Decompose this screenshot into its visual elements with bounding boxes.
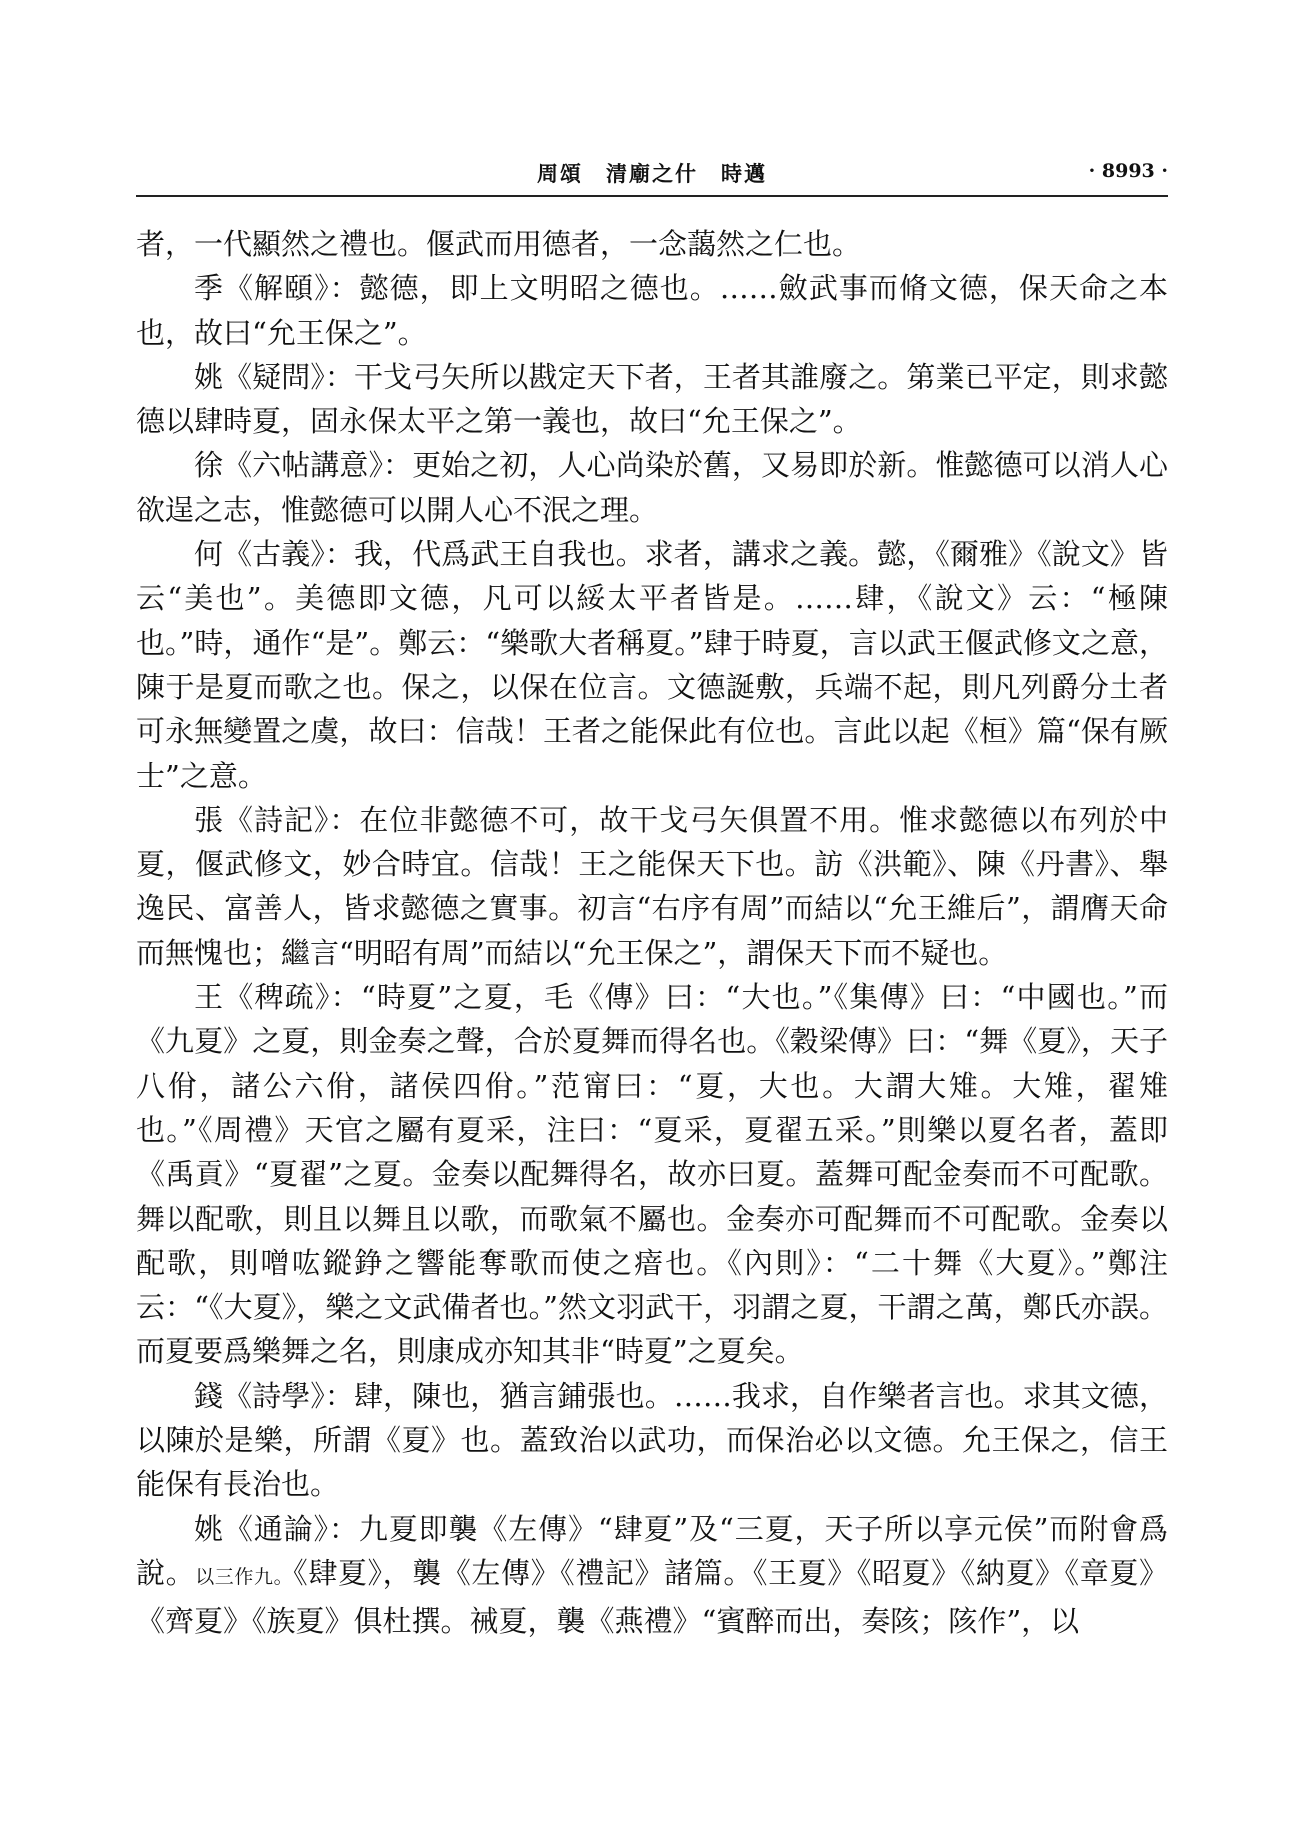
paragraph: 何《古義》：我，代爲武王自我也。求者，講求之義。懿，《爾雅》《說文》皆云“美也”。美德即文德，凡可以綏太平者皆是。……肆，《說文》云：“極陳也。”時，通作“是”。鄭云：“樂歌大者稱夏。”肆于時夏，言以武王偃武修文之意，陳于是夏而歌之也。保之，以保在位言。文德誕敷，兵端不起，則凡列爵分土者可永無變置之虞，故曰：信哉！王者之能保此有位也。言此以起《桓》篇“保有厥士”之意。 — [136, 537, 1168, 793]
paragraph-last-after: 《肆夏》，襲《左傳》《禮記》諸篇。《王夏》《昭夏》《納夏》《章夏》《齊夏》《族夏》俱杜撰。祴夏，襲《燕禮》“賓醉而出，奏陔；陔作”，以 — [136, 1555, 1168, 1639]
header-title: 周頌 清廟之什 時邁 — [537, 161, 767, 186]
page-number: · 8993 · — [1088, 160, 1168, 182]
inline-small-note: 以三作九。 — [195, 1565, 294, 1588]
paragraph: 者，一代顯然之禮也。偃武而用德者，一念藹然之仁也。 — [136, 227, 862, 261]
paragraph-last-before: 姚《通論》：九夏即襲《左傳》“肆夏”及“三夏，天子所以享元侯”而附會爲說。 — [136, 1511, 1168, 1590]
header-rule — [136, 195, 1168, 197]
paragraph: 張《詩記》：在位非懿德不可，故干戈弓矢俱置不用。惟求懿德以布列於中夏，偃武修文，妙合時宜。信哉！王之能保天下也。訪《洪範》、陳《丹書》、舉逸民、富善人，皆求懿德之實事。初言“右序有周”而結以“允王維后”，謂膺天命而無愧也；繼言“明昭有周”而結以“允王保之”，謂保天下而不疑也。 — [136, 802, 1168, 970]
page-body — [136, 222, 1168, 1644]
paragraph: 季《解頤》：懿德，即上文明昭之德也。……斂武事而脩文德，保天命之本也，故曰“允王保之”。 — [136, 271, 1168, 350]
paragraph: 徐《六帖講意》：更始之初，人心尚染於舊，又易即於新。惟懿德可以消人心欲逞之志，惟懿德可以開人心不泯之理。 — [136, 448, 1168, 527]
paragraph: 錢《詩學》：肆，陳也，猶言鋪張也。……我求，自作樂者言也。求其文德，以陳於是樂，所謂《夏》也。蓋致治以武功，而保治必以文德。允王保之，信王能保有長治也。 — [136, 1378, 1168, 1502]
paragraph: 姚《疑問》：干戈弓矢所以戡定天下者，王者其誰廢之。第業已平定，則求懿德以肆時夏，固永保太平之第一義也，故曰“允王保之”。 — [136, 359, 1168, 439]
running-header — [136, 158, 1168, 194]
paragraph: 王《稗疏》：“時夏”之夏，毛《傳》曰：“大也。”《集傳》曰：“中國也。”而《九夏》之夏，則金奏之聲，合於夏舞而得名也。《穀梁傳》曰：“舞《夏》，天子八佾，諸公六佾，諸侯四佾。”范甯曰：“夏，大也。大謂大雉。大雉，翟雉也。”《周禮》天官之屬有夏采，注曰：“夏采，夏翟五采。”則樂以夏名者，蓋即《禹貢》“夏翟”之夏。金奏以配舞得名，故亦曰夏。蓋舞可配金奏而不可配歌。舞以配歌，則且以舞且以歌，而歌氣不屬也。金奏亦可配舞而不可配歌。金奏以配歌，則噌吰鏦錚之響能奪歌而使之瘖也。《內則》：“二十舞《大夏》。”鄭注云：“《大夏》，樂之文武備者也。”然文羽武干，羽謂之夏，干謂之萬，鄭氏亦誤。而夏要爲樂舞之名，則康成亦知其非“時夏”之夏矣。 — [136, 980, 1168, 1369]
paragraph-last — [136, 1507, 1168, 1644]
